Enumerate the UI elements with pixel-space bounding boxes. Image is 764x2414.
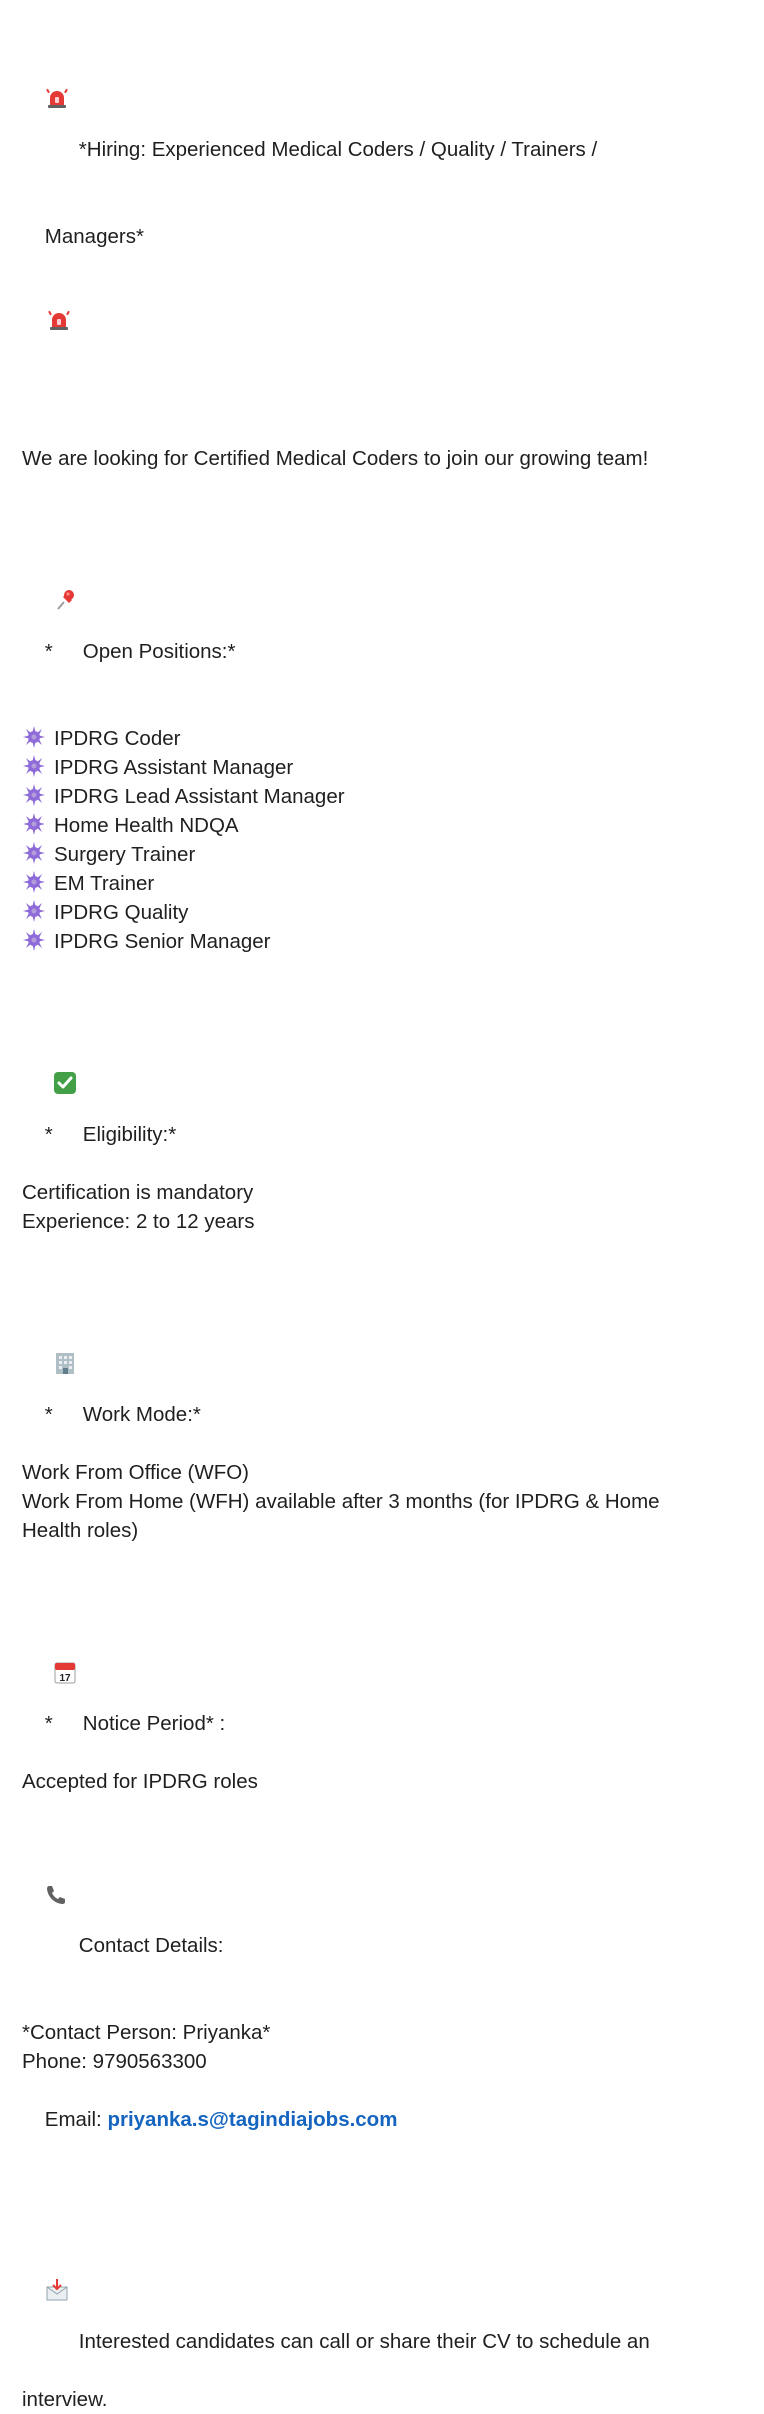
position-item bbox=[22, 898, 742, 927]
office-building-icon bbox=[53, 1294, 77, 1316]
splat-star-icon bbox=[22, 842, 46, 864]
splat-star-icon bbox=[22, 784, 46, 806]
positions-heading: * Open Positions:* bbox=[22, 502, 742, 695]
contact-person: *Contact Person: Priyanka* bbox=[22, 2021, 271, 2044]
position-label: Surgery Trainer bbox=[54, 843, 196, 866]
rotating-light-icon bbox=[45, 29, 69, 51]
telephone-receiver-icon bbox=[45, 1825, 69, 1847]
position-item bbox=[22, 811, 742, 840]
position-item bbox=[22, 724, 742, 753]
notice-heading: * 17 Notice Period* : bbox=[22, 1574, 742, 1767]
position-item bbox=[22, 927, 742, 956]
work-mode-line: Work From Home (WFH) available after 3 months (for IPDRG & Home bbox=[22, 1490, 660, 1513]
position-label: IPDRG Quality bbox=[54, 901, 189, 924]
position-label: IPDRG Assistant Manager bbox=[54, 756, 294, 779]
email-label: Email: bbox=[44, 2108, 108, 2131]
splat-star-icon bbox=[22, 900, 46, 922]
closing-line: Interested candidates can call or share their CV to schedule an bbox=[22, 2192, 742, 2385]
position-item bbox=[22, 753, 742, 782]
calendar-icon bbox=[53, 1603, 77, 1684]
notice-line: Accepted for IPDRG roles bbox=[22, 1770, 258, 1793]
title-text-1: *Hiring: Experienced Medical Coders / Quality / Trainers / bbox=[78, 138, 598, 161]
message-body bbox=[22, 0, 742, 2414]
work-mode-heading: * Work Mode:* bbox=[22, 1265, 742, 1458]
title-text-2: Managers* bbox=[44, 225, 144, 248]
svg-text:17: 17 bbox=[59, 1673, 71, 1684]
position-label: Home Health NDQA bbox=[54, 814, 239, 837]
work-mode-line: Health roles) bbox=[22, 1519, 139, 1542]
work-mode-line: Work From Office (WFO) bbox=[22, 1461, 250, 1484]
pushpin-icon bbox=[53, 531, 77, 553]
eligibility-line: Certification is mandatory bbox=[22, 1181, 254, 1204]
position-label: IPDRG Lead Assistant Manager bbox=[54, 785, 345, 808]
eligibility-line: Experience: 2 to 12 years bbox=[22, 1210, 255, 1233]
contact-phone: Phone: 9790563300 bbox=[22, 2050, 207, 2073]
email-link[interactable]: priyanka.s@tagindiajobs.com bbox=[107, 2108, 398, 2131]
splat-star-icon bbox=[22, 871, 46, 893]
intro-text: We are looking for Certified Medical Coders to join our growing team! bbox=[22, 447, 649, 470]
position-label: EM Trainer bbox=[54, 872, 155, 895]
position-item bbox=[22, 782, 742, 811]
position-label: IPDRG Coder bbox=[54, 727, 181, 750]
position-item bbox=[22, 840, 742, 869]
eligibility-heading: * Eligibility:* bbox=[22, 985, 742, 1178]
position-label: IPDRG Senior Manager bbox=[54, 930, 271, 953]
contact-heading: Contact Details: bbox=[22, 1796, 742, 1989]
contact-email-line bbox=[22, 2076, 742, 2163]
splat-star-icon bbox=[22, 726, 46, 748]
splat-star-icon bbox=[22, 813, 46, 835]
rotating-light-icon bbox=[47, 251, 71, 273]
title-line bbox=[22, 0, 742, 193]
position-item bbox=[22, 869, 742, 898]
envelope-arrow-icon bbox=[45, 2221, 69, 2243]
splat-star-icon bbox=[22, 929, 46, 951]
closing-line-2: interview. bbox=[22, 2388, 108, 2411]
title-line bbox=[22, 193, 742, 415]
splat-star-icon bbox=[22, 755, 46, 777]
positions-list bbox=[22, 724, 742, 956]
check-mark-box-icon bbox=[53, 1014, 77, 1036]
